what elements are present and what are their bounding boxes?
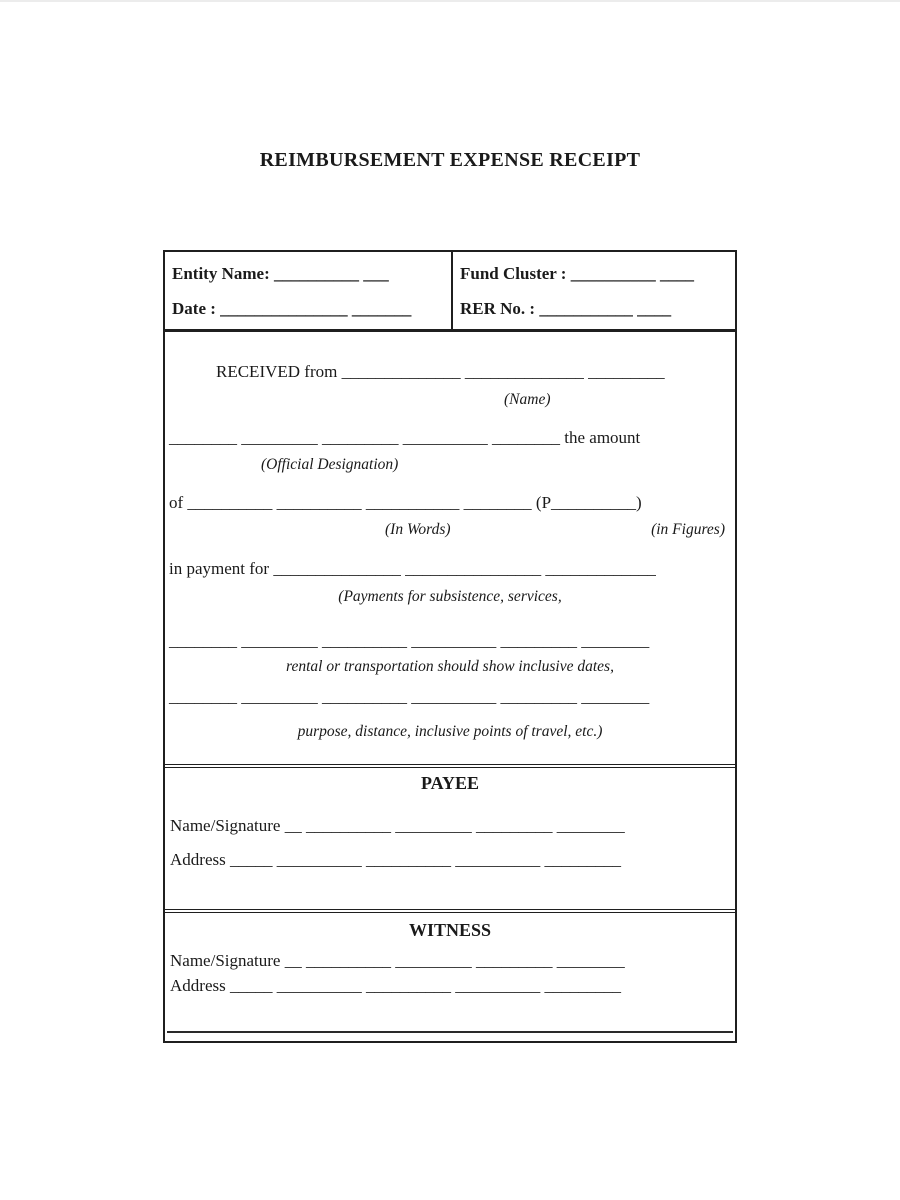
header-cell-entity-date <box>165 252 453 329</box>
payee-address-label: Address <box>170 849 226 869</box>
header-cell-fund-rer <box>453 252 735 329</box>
payee-name-signature-label: Name/Signature <box>170 815 281 835</box>
payee-name-signature-blank: __ __________ _________ _________ ________ <box>284 815 625 835</box>
received-from-row <box>169 361 731 382</box>
payee-address-row <box>165 849 735 870</box>
in-payment-for-row <box>169 558 731 579</box>
payment-caption-line2: rental or transportation should show inclusive dates, <box>286 657 614 675</box>
receipt-form <box>163 250 737 1043</box>
entity-name-blank: __________ ___ <box>273 264 389 283</box>
payee-section <box>165 764 735 909</box>
amount-in-words-row <box>169 492 731 513</box>
received-from-label: RECEIVED from <box>216 362 338 381</box>
in-figures-caption: (in Figures) <box>651 520 725 538</box>
receipt-body-section <box>165 332 735 764</box>
amount-captions-row <box>169 520 731 539</box>
witness-name-signature-label: Name/Signature <box>170 950 281 970</box>
document-title: REIMBURSEMENT EXPENSE RECEIPT <box>259 149 641 171</box>
date-label: Date : <box>172 299 216 318</box>
entity-name-label: Entity Name: <box>172 264 270 283</box>
official-designation-blank: ________ _________ _________ __________ ________ <box>169 427 560 447</box>
in-words-caption: (In Words) <box>385 520 451 538</box>
witness-bottom-rule <box>167 1031 733 1033</box>
fund-cluster-row <box>460 264 729 284</box>
rer-no-blank: ___________ ____ <box>539 299 672 318</box>
fund-cluster-blank: __________ ____ <box>570 264 694 283</box>
the-amount-label: the amount <box>564 427 641 447</box>
in-payment-for-label: in payment for <box>169 558 270 578</box>
payee-heading: PAYEE <box>420 773 480 793</box>
received-from-blank: ______________ ______________ _________ <box>341 362 665 381</box>
witness-address-blank: _____ __________ __________ __________ _________ <box>229 975 621 995</box>
payment-caption-line3: purpose, distance, inclusive points of travel, etc.) <box>297 723 603 741</box>
payment-caption-line1: (Payments for subsistence, services, <box>338 588 562 606</box>
payee-address-blank: _____ __________ __________ __________ _________ <box>229 849 621 869</box>
continuation-blank-1: ________ _________ __________ __________ _________ ________ <box>169 630 650 650</box>
witness-name-signature-row <box>165 950 735 971</box>
witness-name-signature-blank: __ __________ _________ _________ ________ <box>284 950 625 970</box>
of-label: of <box>169 493 184 513</box>
rer-no-row <box>460 299 729 319</box>
entity-name-row <box>172 264 445 284</box>
name-caption: (Name) <box>504 391 551 409</box>
witness-address-label: Address <box>170 975 226 995</box>
in-payment-for-blank: _______________ ________________ _____________ <box>273 558 656 578</box>
amount-in-figures-blank: __________ <box>551 493 637 513</box>
peso-close: ) <box>636 493 642 513</box>
payee-name-signature-row <box>165 815 735 836</box>
peso-open: (P <box>535 493 552 513</box>
rer-no-label: RER No. : <box>460 299 536 318</box>
form-header-row <box>165 252 735 332</box>
witness-section <box>165 909 735 1039</box>
date-blank: _______________ _______ <box>220 299 412 318</box>
date-row <box>172 299 445 319</box>
fund-cluster-label: Fund Cluster : <box>460 264 567 283</box>
amount-in-words-blank: __________ __________ ___________ ________ <box>187 493 532 513</box>
official-designation-row <box>169 427 731 448</box>
continuation-blank-2: ________ _________ __________ __________ _________ ________ <box>169 687 650 707</box>
witness-address-row <box>165 975 735 996</box>
official-designation-caption: (Official Designation) <box>261 455 399 473</box>
witness-heading: WITNESS <box>408 920 492 940</box>
